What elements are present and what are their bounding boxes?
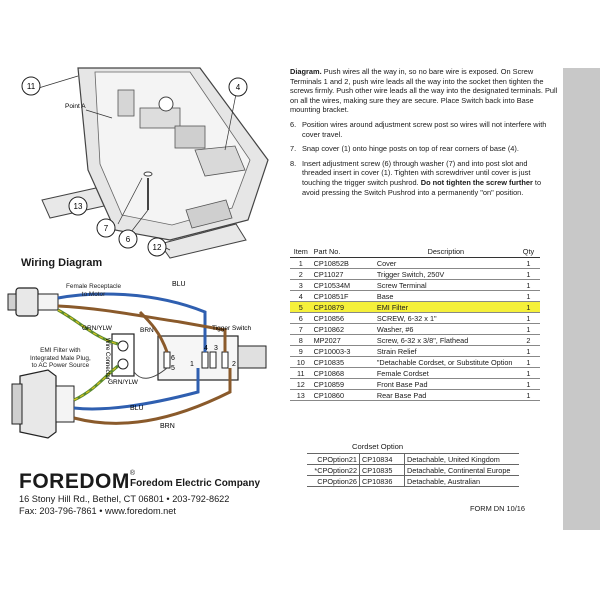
parts-row xyxy=(290,280,540,291)
col-part-no: Part No. xyxy=(312,246,375,258)
parts-item: 5 xyxy=(290,302,312,313)
parts-qty: 1 xyxy=(517,346,540,357)
parts-item: 12 xyxy=(290,379,312,390)
foredom-logo: FOREDOM® xyxy=(19,470,136,493)
parts-qty: 2 xyxy=(517,335,540,346)
parts-qty: 1 xyxy=(517,390,540,401)
step-8: 8. Insert adjustment screw (6) through washer (7) and into post slot and threaded insert in cover (1). Tighten with screwdriver until cover is just touching the trigger switch pushrod. Do not tighten the screw further to avoid pressing the Switch Pushrod into a permanently "on" position. xyxy=(290,158,542,197)
parts-description: Rear Base Pad xyxy=(375,390,517,401)
parts-description: Base xyxy=(375,291,517,302)
brn-label-upper: BRN xyxy=(140,327,154,334)
svg-text:4: 4 xyxy=(235,83,241,92)
parts-qty: 1 xyxy=(517,313,540,324)
parts-part-no: CP11027 xyxy=(312,269,375,280)
parts-table-header xyxy=(290,246,540,258)
parts-qty: 1 xyxy=(517,324,540,335)
blu-label-upper: BLU xyxy=(172,281,186,288)
parts-row xyxy=(290,357,540,368)
cordset-table-body xyxy=(307,454,519,487)
cordset-table xyxy=(307,453,519,487)
cordset-row xyxy=(307,465,519,476)
parts-description: EMI Filter xyxy=(375,302,517,313)
company-address: 16 Stony Hill Rd., Bethel, CT 06801 • 203-792-8622 xyxy=(19,494,230,504)
brn-label-lower: BRN xyxy=(160,423,175,430)
grn-ylw-label-upper: GRN/YLW xyxy=(82,325,112,332)
parts-table-body xyxy=(290,258,540,401)
svg-text:11: 11 xyxy=(26,82,36,91)
parts-item: 3 xyxy=(290,280,312,291)
callout-12 xyxy=(148,238,166,256)
col-qty: Qty xyxy=(517,246,540,258)
parts-row xyxy=(290,269,540,280)
parts-qty: 1 xyxy=(517,379,540,390)
parts-part-no: CP10856 xyxy=(312,313,375,324)
terminal-6: 6 xyxy=(171,355,175,362)
assembly-instructions xyxy=(290,67,558,202)
parts-part-no: CP10879 xyxy=(312,302,375,313)
parts-item: 1 xyxy=(290,258,312,269)
parts-qty: 1 xyxy=(517,269,540,280)
parts-row xyxy=(290,390,540,401)
terminal-5: 5 xyxy=(171,365,175,372)
parts-description: "Detachable Cordset, or Substitute Option xyxy=(375,357,517,368)
parts-part-no: CP10862 xyxy=(312,324,375,335)
callout-11 xyxy=(22,77,40,95)
parts-description: SCREW, 6-32 x 1" xyxy=(375,313,517,324)
trigger-switch-label: Tigger Switch xyxy=(212,325,252,332)
cordset-row xyxy=(307,454,519,465)
parts-qty: 1 xyxy=(517,368,540,379)
parts-part-no: CP10003-3 xyxy=(312,346,375,357)
cordset-part-no: CP10834 xyxy=(360,454,405,465)
parts-description: Cover xyxy=(375,258,517,269)
wiring-diagram-title: Wiring Diagram xyxy=(21,257,103,269)
parts-description: Screw Terminal xyxy=(375,280,517,291)
terminal-1: 1 xyxy=(190,361,194,368)
grn-ylw-label-lower: GRN/YLW xyxy=(108,379,138,386)
parts-row xyxy=(290,368,540,379)
parts-item: 10 xyxy=(290,357,312,368)
wire-connector-label: Wire Connector xyxy=(104,338,110,380)
point-a-label: Point A xyxy=(65,103,86,110)
col-item: Item xyxy=(290,246,312,258)
parts-qty: 1 xyxy=(517,258,540,269)
parts-row xyxy=(290,302,540,313)
cordset-title: Cordset Option xyxy=(352,442,404,451)
parts-part-no: MP2027 xyxy=(312,335,375,346)
parts-part-no: CP10859 xyxy=(312,379,375,390)
parts-qty: 1 xyxy=(517,357,540,368)
cordset-part-no: CP10835 xyxy=(360,465,405,476)
blu-label-lower: BLU xyxy=(130,405,144,412)
parts-item: 11 xyxy=(290,368,312,379)
parts-row xyxy=(290,379,540,390)
parts-description: Strain Relief xyxy=(375,346,517,357)
terminal-3: 3 xyxy=(214,345,218,352)
parts-item: 6 xyxy=(290,313,312,324)
step-6: 6. Position wires around adjustment screw post so wires will not interfere with cover travel. xyxy=(290,119,547,139)
female-receptacle-label: Female Receptacle to Motor xyxy=(66,283,122,298)
diagram-paragraph xyxy=(290,67,558,115)
parts-item: 2 xyxy=(290,269,312,280)
svg-text:13: 13 xyxy=(73,202,83,211)
parts-row xyxy=(290,346,540,357)
parts-row xyxy=(290,258,540,269)
callout-6 xyxy=(119,230,137,248)
parts-qty: 1 xyxy=(517,302,540,313)
parts-part-no: CP10860 xyxy=(312,390,375,401)
page-margin-bar xyxy=(563,68,600,530)
parts-description: Screw, 6-32 x 3/8", Flathead xyxy=(375,335,517,346)
parts-part-no: CP10851F xyxy=(312,291,375,302)
assembly-drawing xyxy=(0,60,285,260)
cordset-description: Detachable, Australian xyxy=(405,476,520,487)
parts-description: Front Base Pad xyxy=(375,379,517,390)
svg-text:7: 7 xyxy=(103,224,109,233)
parts-row xyxy=(290,335,540,346)
parts-item: 9 xyxy=(290,346,312,357)
parts-description: Washer, #6 xyxy=(375,324,517,335)
emi-filter-label: EMI Filter with Integrated Male Plug, to AC Power Source xyxy=(30,347,91,369)
diagram-heading: Diagram. xyxy=(290,67,322,76)
female-receptacle-plug xyxy=(8,288,58,316)
form-number: FORM DN 10/16 xyxy=(470,504,526,513)
parts-item: 7 xyxy=(290,324,312,335)
svg-text:12: 12 xyxy=(152,243,162,252)
emi-filter-plug xyxy=(12,370,74,438)
parts-part-no: CP10852B xyxy=(312,258,375,269)
cordset-option: CPOption26 xyxy=(307,476,360,487)
cordset-option: CPOption21 xyxy=(307,454,360,465)
parts-item: 13 xyxy=(290,390,312,401)
parts-row xyxy=(290,291,540,302)
cordset-description: Detachable, Continental Europe xyxy=(405,465,520,476)
cordset-part-no: CP10836 xyxy=(360,476,405,487)
parts-item: 4 xyxy=(290,291,312,302)
parts-part-no: CP10534M xyxy=(312,280,375,291)
parts-description: Female Cordset xyxy=(375,368,517,379)
parts-qty: 1 xyxy=(517,280,540,291)
svg-text:6: 6 xyxy=(125,235,131,244)
warning-text: Do not tighten the screw further xyxy=(420,177,533,187)
cordset-description: Detachable, United Kingdom xyxy=(405,454,520,465)
company-name: Foredom Electric Company xyxy=(130,478,261,489)
parts-qty: 1 xyxy=(517,291,540,302)
parts-row xyxy=(290,324,540,335)
parts-description: Trigger Switch, 250V xyxy=(375,269,517,280)
diagram-text: Push wires all the way in, so no bare wire is exposed. On Screw Terminals 1 and 2, push wire leads all the way into the socket then tighten the screws firmly. Push other wire leads all the way into the designated terminals. Pull on all the wires, making sure they are secure. Place Switch back into Base mounting bracket. xyxy=(290,67,558,115)
terminal-4: 4 xyxy=(204,345,208,352)
company-fax-web: Fax: 203-796-7861 • www.foredom.net xyxy=(19,506,176,516)
callout-4 xyxy=(229,78,247,96)
parts-row xyxy=(290,313,540,324)
terminal-2: 2 xyxy=(232,361,236,368)
callout-13 xyxy=(69,197,87,215)
parts-part-no: CP10835 xyxy=(312,357,375,368)
parts-item: 8 xyxy=(290,335,312,346)
col-description: Description xyxy=(375,246,517,258)
cordset-option: *CPOption22 xyxy=(307,465,360,476)
step-7: 7. Snap cover (1) onto hinge posts on top of rear corners of base (4). xyxy=(290,144,519,154)
cordset-row xyxy=(307,476,519,487)
parts-table xyxy=(290,246,540,401)
callout-7 xyxy=(97,219,115,237)
parts-part-no: CP10868 xyxy=(312,368,375,379)
